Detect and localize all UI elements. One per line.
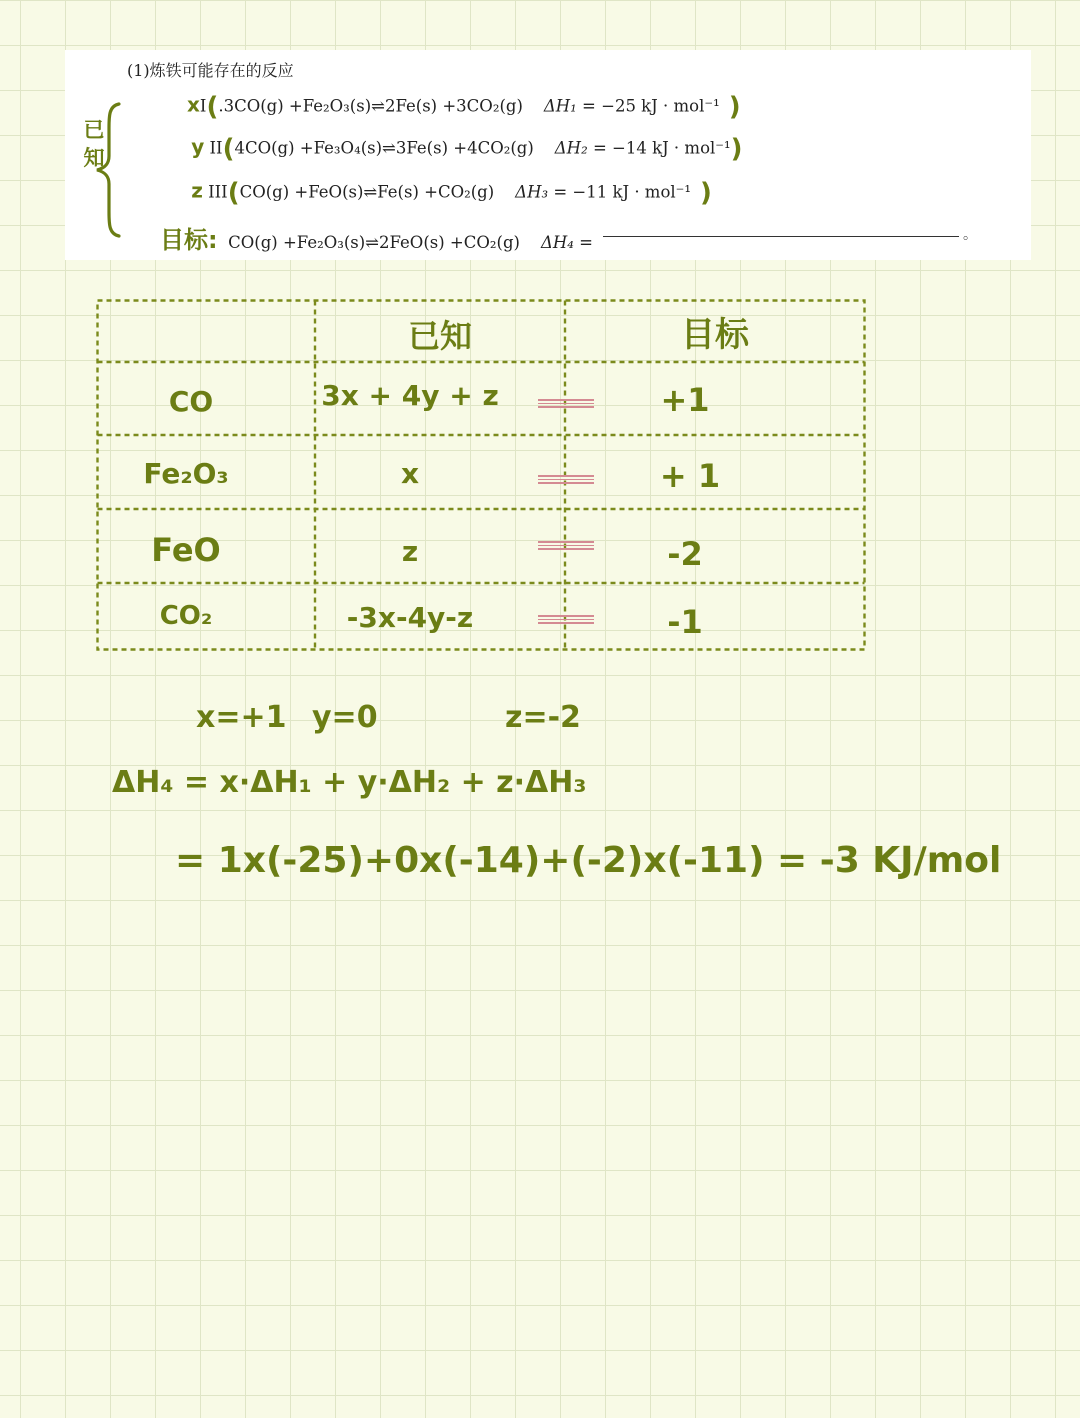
question-card: [65, 50, 1031, 260]
reaction-3: z III(CO(g) +FeO(s)⇌Fe(s) +CO₂(g) ΔH₃ = −11 kJ · mol⁻¹ ): [191, 178, 712, 208]
reaction-2: y II(4CO(g) +Fe₃O₄(s)⇌3Fe(s) +4CO₂(g) ΔH₂ = −14 kJ · mol⁻¹): [191, 134, 743, 164]
reaction-2-dh-symbol: ΔH₂: [554, 138, 588, 158]
species-fe2o3: Fe₂O₃: [143, 457, 229, 490]
target-dh-symbol: ΔH₄: [540, 233, 574, 252]
reaction-1-dh-value: = −25 kJ · mol⁻¹: [582, 96, 720, 116]
header-target: 目标: [681, 315, 749, 355]
reaction-1-dh-symbol: ΔH₁: [543, 96, 577, 116]
known-label: 已知: [83, 118, 105, 170]
target-co: +1: [660, 381, 710, 419]
target-feo: -2: [667, 535, 703, 573]
known-feo: z: [401, 535, 419, 568]
question-heading: (1)炼铁可能存在的反应: [127, 61, 294, 80]
reaction-2-coefficient: y: [191, 134, 205, 159]
solution-result: = 1x(-25)+0x(-14)+(-2)x(-11) = -3 KJ/mol: [175, 840, 1002, 881]
species-feo: FeO: [151, 531, 221, 569]
coefficient-table: [96, 299, 866, 651]
reaction-2-dh-value: = −14 kJ · mol⁻¹: [592, 138, 731, 158]
reaction-3-dh-symbol: ΔH₃: [515, 182, 549, 202]
target-equation: CO(g) +Fe₂O₃(s)⇌2FeO(s) +CO₂(g): [228, 233, 520, 252]
header-known: 已知: [407, 317, 472, 355]
known-co2: -3x-4y-z: [346, 601, 474, 634]
reaction-2-equation: 4CO(g) +Fe₃O₄(s)⇌3Fe(s) +4CO₂(g): [234, 138, 534, 158]
solution-y: y=0: [312, 700, 378, 735]
target-dh-value: =: [579, 233, 593, 252]
reaction-3-roman: III: [208, 182, 228, 202]
reaction-1-equation: .3CO(g) +Fe₂O₃(s)⇌2Fe(s) +3CO₂(g): [218, 96, 523, 116]
reaction-1: xI(.3CO(g) +Fe₂O₃(s)⇌2Fe(s) +3CO₂(g) ΔH₁ = −25 kJ · mol⁻¹ ): [187, 92, 741, 122]
solution-formula: ΔH₄ = x·ΔH₁ + y·ΔH₂ + z·ΔH₃: [112, 765, 587, 800]
known-fe2o3: x: [400, 457, 420, 490]
reaction-3-dh-value: = −11 kJ · mol⁻¹: [553, 182, 691, 202]
end-mark: 。: [963, 227, 977, 243]
target-reaction: [160, 220, 593, 255]
target-label: 目标:: [160, 226, 218, 254]
known-co: 3x + 4y + z: [321, 379, 499, 412]
answer-blank-line: [603, 236, 959, 237]
target-co2: -1: [667, 603, 703, 641]
solution-z: z=-2: [505, 700, 581, 735]
species-co2: CO₂: [159, 601, 213, 631]
reaction-2-roman: II: [209, 138, 223, 158]
target-fe2o3: + 1: [659, 457, 721, 495]
reaction-3-equation: CO(g) +FeO(s)⇌Fe(s) +CO₂(g): [239, 182, 495, 202]
reaction-1-roman: I: [199, 96, 207, 116]
reaction-3-coefficient: z: [191, 178, 203, 203]
species-co: CO: [168, 385, 214, 418]
solution-x: x=+1: [196, 700, 287, 735]
reaction-1-coefficient: x: [187, 92, 200, 117]
